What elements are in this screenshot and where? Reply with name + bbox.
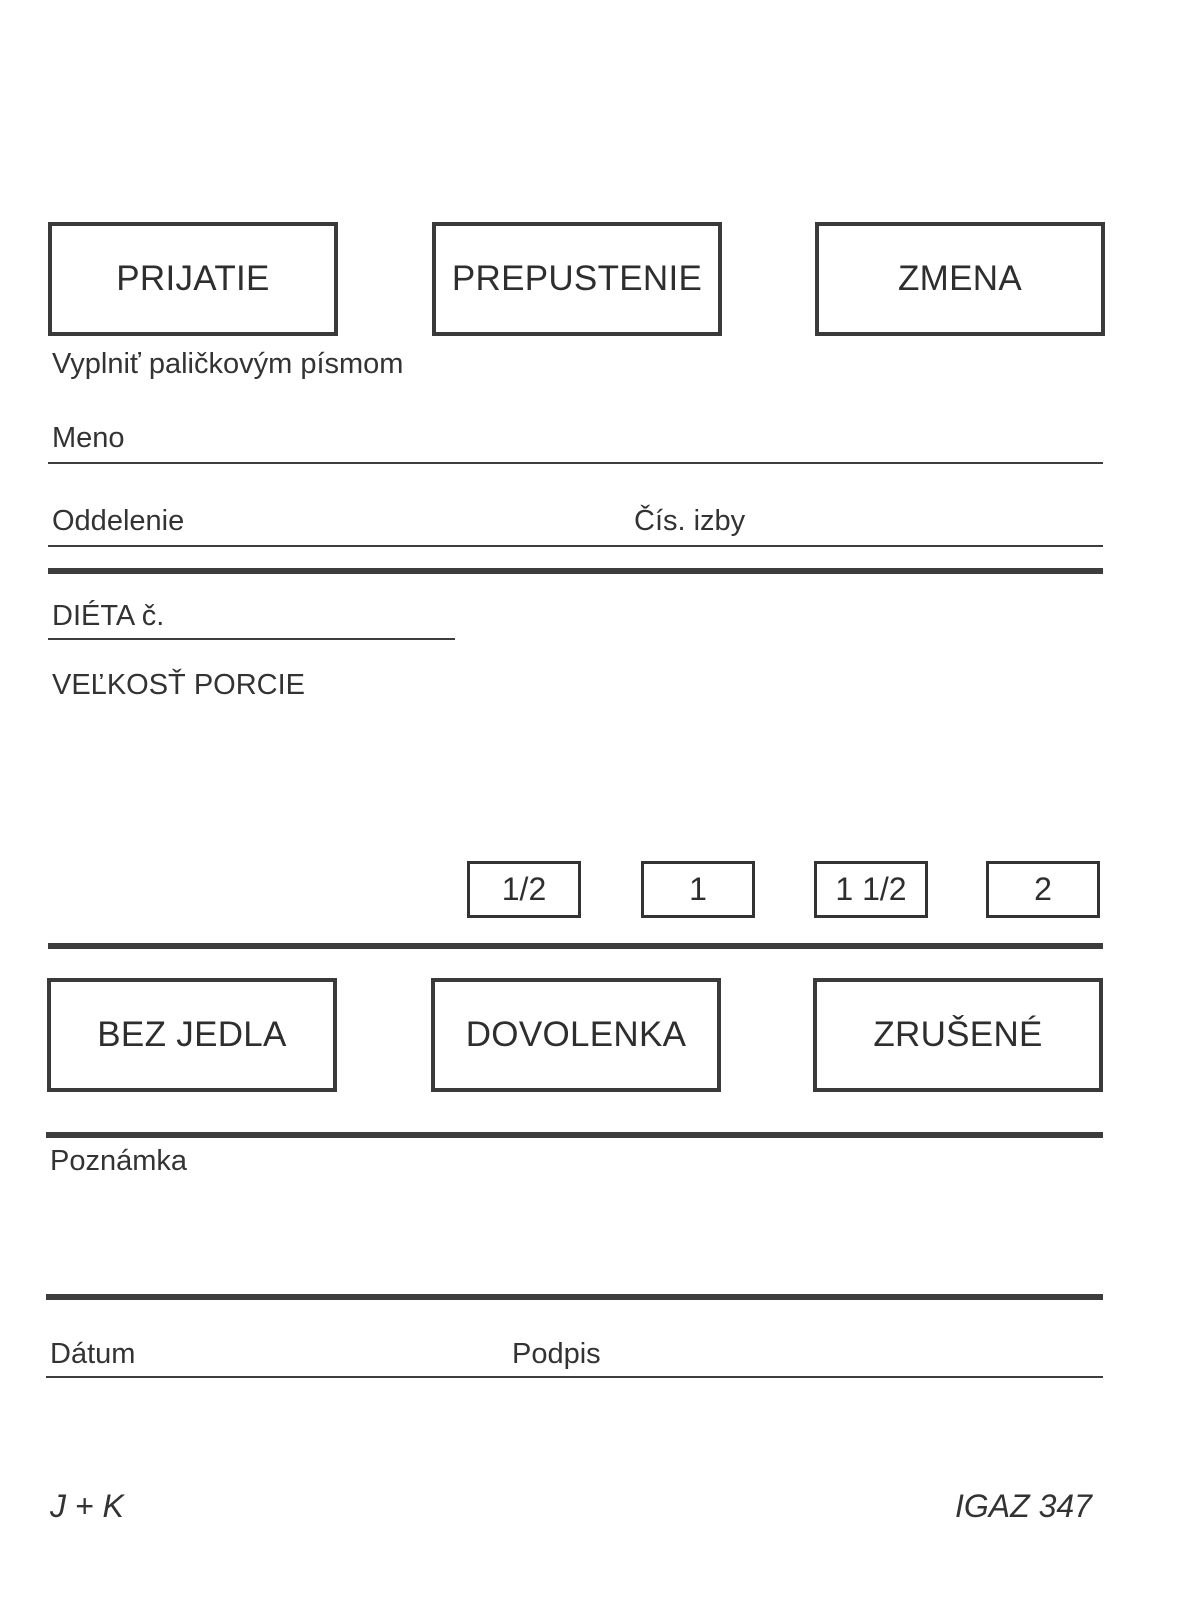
portion-size-label: VEĽKOSŤ PORCIE xyxy=(52,669,306,701)
date-label: Dátum xyxy=(50,1338,136,1370)
signature-label: Podpis xyxy=(512,1338,601,1370)
department-label: Oddelenie xyxy=(52,505,185,537)
name-label: Meno xyxy=(52,422,125,454)
section-divider xyxy=(46,1132,1103,1138)
section-divider xyxy=(48,943,1103,949)
change-label: ZMENA xyxy=(898,259,1022,298)
vacation-label: DOVOLENKA xyxy=(465,1015,687,1054)
discharge-box[interactable] xyxy=(432,222,722,336)
diet-number-label: DIÉTA č. xyxy=(52,600,165,632)
admission-box[interactable] xyxy=(48,222,338,336)
section-divider xyxy=(48,568,1103,574)
discharge-label: PREPUSTENIE xyxy=(451,259,703,298)
vacation-box[interactable] xyxy=(431,978,721,1092)
cancelled-label: ZRUŠENÉ xyxy=(873,1015,1043,1054)
portion-one-label: 1 xyxy=(689,871,707,907)
no-meal-label: BEZ JEDLA xyxy=(97,1015,287,1054)
portion-one-and-half-box[interactable] xyxy=(814,861,928,918)
name-field-line[interactable] xyxy=(48,462,1103,464)
date-signature-field-line[interactable] xyxy=(46,1376,1103,1378)
change-box[interactable] xyxy=(815,222,1105,336)
footer-form-code: IGAZ 347 xyxy=(955,1488,1092,1524)
note-label: Poznámka xyxy=(50,1145,188,1177)
portion-two-box[interactable] xyxy=(986,861,1100,918)
portion-one-and-half-label: 1 1/2 xyxy=(835,871,907,907)
cancelled-box[interactable] xyxy=(813,978,1103,1092)
portion-two-label: 2 xyxy=(1034,871,1052,907)
section-divider xyxy=(46,1294,1103,1300)
admission-label: PRIJATIE xyxy=(116,259,270,298)
instruction-text: Vyplniť paličkovým písmom xyxy=(52,348,404,380)
note-area[interactable] xyxy=(46,1185,1103,1290)
no-meal-box[interactable] xyxy=(47,978,337,1092)
portion-half-box[interactable] xyxy=(467,861,581,918)
portion-half-label: 1/2 xyxy=(501,871,547,907)
department-field-line[interactable] xyxy=(48,545,1103,547)
room-number-label: Čís. izby xyxy=(634,505,746,537)
footer-publisher: J + K xyxy=(50,1488,124,1524)
portion-one-box[interactable] xyxy=(641,861,755,918)
diet-number-field-line[interactable] xyxy=(48,638,455,640)
